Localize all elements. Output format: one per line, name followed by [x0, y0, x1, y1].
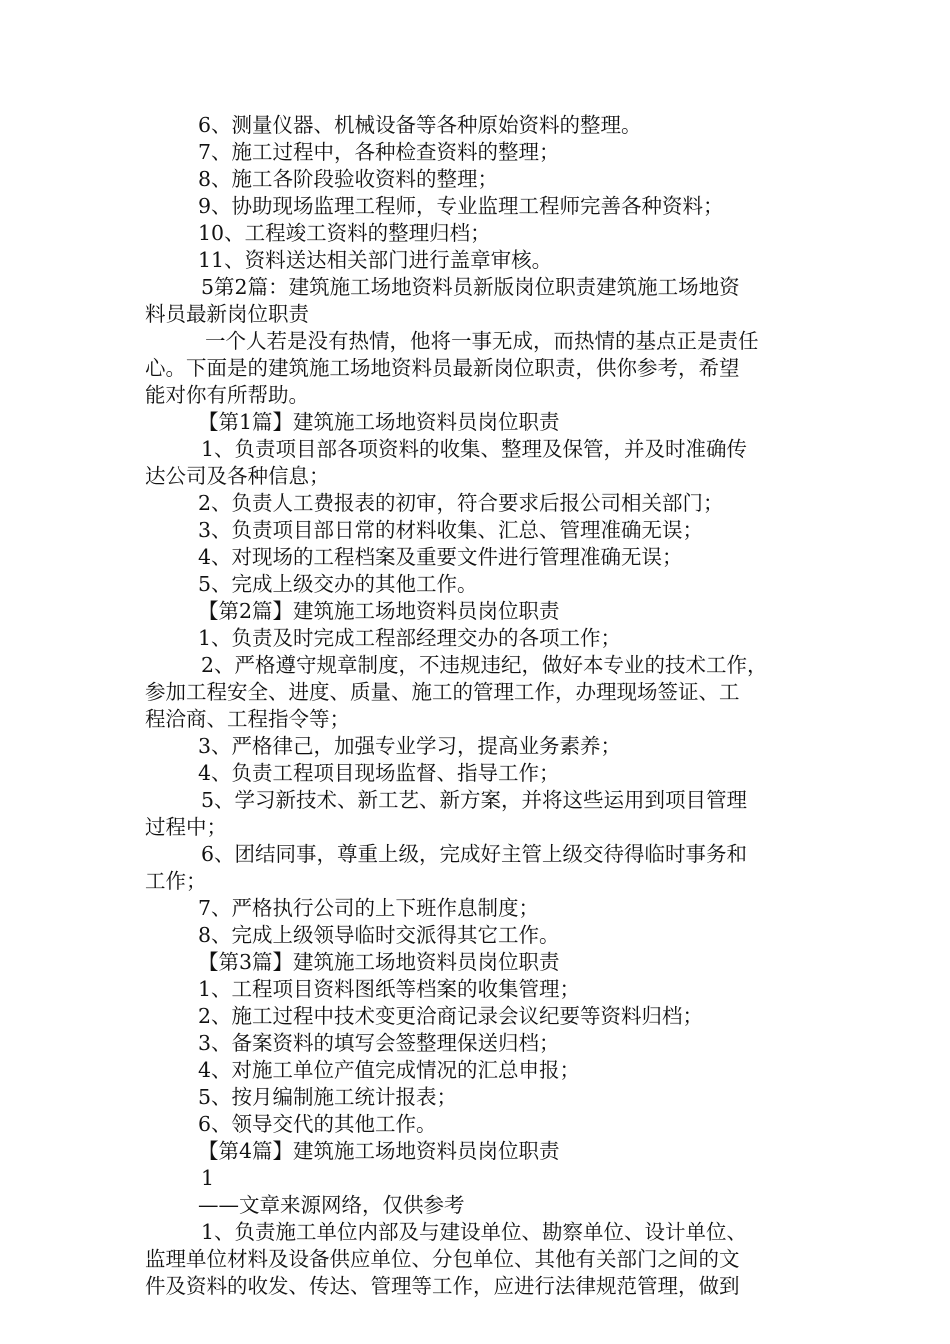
text-line: ——文章来源网络，仅供参考 — [198, 1193, 465, 1217]
text-line: 参加工程安全、进度、质量、施工的管理工作，办理现场签证、工 — [145, 680, 740, 704]
text-line: 3、备案资料的填写会签整理保送归档； — [198, 1031, 560, 1055]
text-line: 8、施工各阶段验收资料的整理； — [198, 167, 499, 191]
text-line: 4、对施工单位产值完成情况的汇总申报； — [198, 1058, 581, 1082]
text-line: 能对你有所帮助。 — [145, 383, 309, 407]
text-line: 5、完成上级交办的其他工作。 — [198, 572, 478, 596]
document-body — [145, 112, 825, 1300]
text-line: 10、工程竣工资料的整理归档； — [198, 221, 491, 245]
text-line: 5、按月编制施工统计报表； — [198, 1085, 458, 1109]
text-line: 1、负责项目部各项资料的收集、整理及保管，并及时准确传 — [201, 437, 748, 461]
text-line: 1、负责及时完成工程部经理交办的各项工作； — [198, 626, 622, 650]
text-line: 3、负责项目部日常的材料收集、汇总、管理准确无误； — [198, 518, 704, 542]
text-line: 5第2篇：建筑施工场地资料员新版岗位职责建筑施工场地资 — [201, 275, 740, 299]
text-line: 工作； — [145, 869, 207, 893]
text-line: 达公司及各种信息； — [145, 464, 330, 488]
text-line: 2、施工过程中技术变更洽商记录会议纪要等资料归档； — [198, 1004, 704, 1028]
text-line: 1 — [201, 1166, 215, 1190]
text-line: 5、学习新技术、新工艺、新方案，并将这些运用到项目管理 — [201, 788, 748, 812]
text-line: 【第2篇】建筑施工场地资料员岗位职责 — [198, 599, 560, 623]
text-line: 4、负责工程项目现场监督、指导工作； — [198, 761, 560, 785]
text-line: 监理单位材料及设备供应单位、分包单位、其他有关部门之间的文 — [145, 1247, 740, 1271]
text-line: 8、完成上级领导临时交派得其它工作。 — [198, 923, 560, 947]
text-line: 一个人若是没有热情，他将一事无成，而热情的基点正是责任 — [205, 329, 759, 353]
text-line: 4、对现场的工程档案及重要文件进行管理准确无误； — [198, 545, 683, 569]
text-line: 1、负责施工单位内部及与建设单位、勘察单位、设计单位、 — [201, 1220, 748, 1244]
text-line: 料员最新岗位职责 — [145, 302, 309, 326]
text-line: 过程中； — [145, 815, 227, 839]
text-line: 2、严格遵守规章制度，不违规违纪，做好本专业的技术工作， — [201, 653, 768, 677]
text-line: 7、严格执行公司的上下班作息制度； — [198, 896, 540, 920]
text-line: 2、负责人工费报表的初审，符合要求后报公司相关部门； — [198, 491, 724, 515]
text-line: 【第1篇】建筑施工场地资料员岗位职责 — [198, 410, 560, 434]
text-line: 1、工程项目资料图纸等档案的收集管理； — [198, 977, 581, 1001]
text-line: 9、协助现场监理工程师，专业监理工程师完善各种资料； — [198, 194, 724, 218]
text-line: 11、资料送达相关部门进行盖章审核。 — [198, 248, 553, 272]
text-line: 件及资料的收发、传达、管理等工作，应进行法律规范管理，做到 — [145, 1274, 740, 1298]
text-line: 3、严格律己，加强专业学习，提高业务素养； — [198, 734, 622, 758]
text-line: 【第4篇】建筑施工场地资料员岗位职责 — [198, 1139, 560, 1163]
text-line: 6、团结同事，尊重上级，完成好主管上级交待得临时事务和 — [201, 842, 748, 866]
text-line: 6、测量仪器、机械设备等各种原始资料的整理。 — [198, 113, 642, 137]
text-line: 7、施工过程中，各种检查资料的整理； — [198, 140, 560, 164]
text-line: 程洽商、工程指令等； — [145, 707, 350, 731]
text-line: 【第3篇】建筑施工场地资料员岗位职责 — [198, 950, 560, 974]
text-line: 心。下面是的建筑施工场地资料员最新岗位职责，供你参考，希望 — [145, 356, 740, 380]
text-line: 6、领导交代的其他工作。 — [198, 1112, 437, 1136]
